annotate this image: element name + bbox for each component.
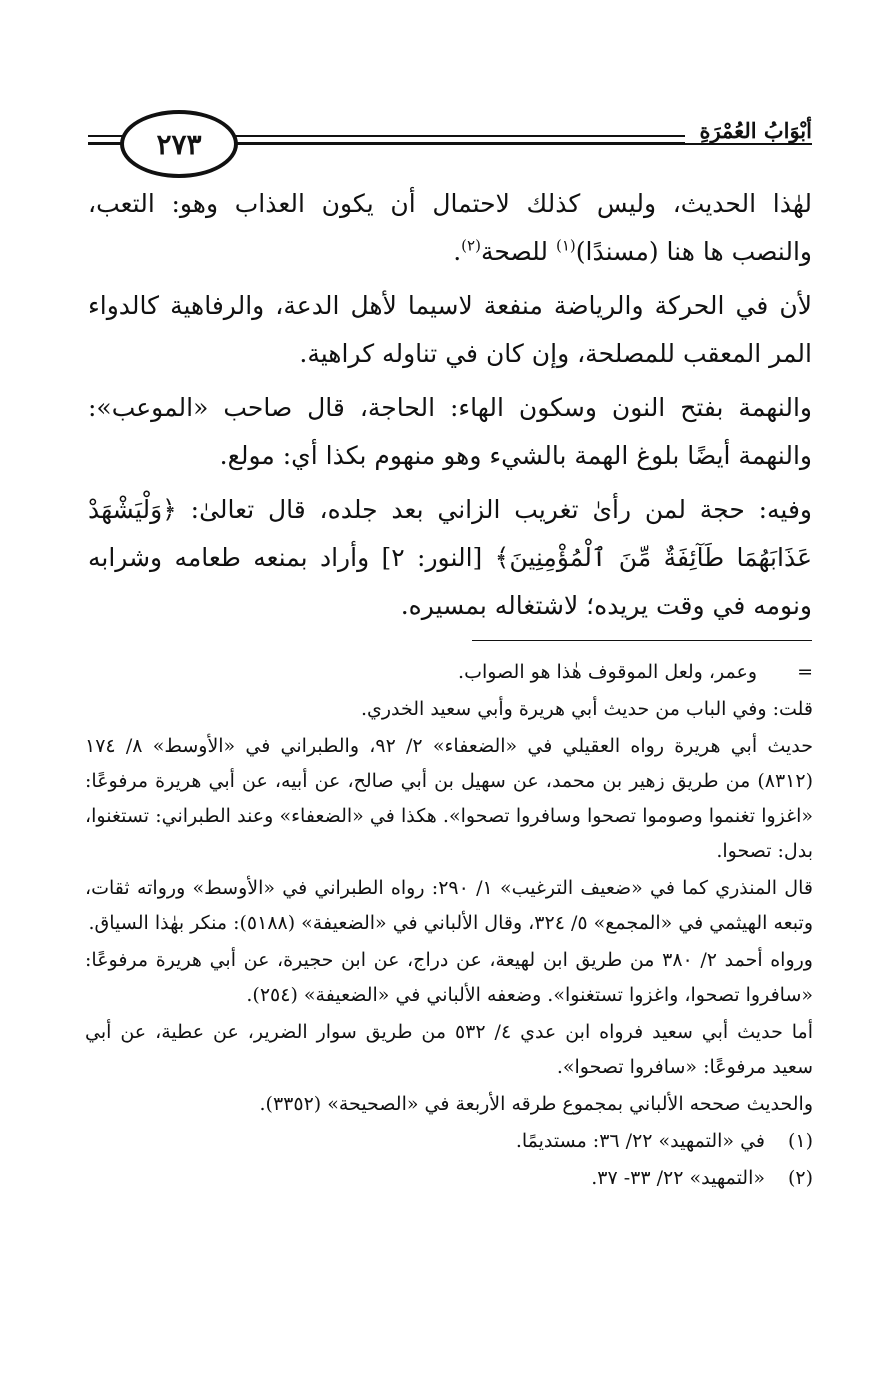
note-line-6: والحديث صححه الألباني بمجموع طرقه الأربعة في «الصحيحة» (٣٣٥٢). bbox=[259, 1093, 813, 1115]
chapter-title: أبْوَابُ العُمْرَةِ bbox=[685, 118, 812, 143]
footnote-2-number: (٢) bbox=[787, 1167, 813, 1189]
paragraph-2: لأن في الحركة والرياضة منفعة لاسيما لأهل الدعة، والرفاهية كالدواء المر المعقب للمصلحة، وإن كان في تناوله كراهية. bbox=[88, 291, 812, 368]
main-text bbox=[88, 180, 812, 636]
note-line-5: أما حديث أبي سعيد فرواه ابن عدي ٤/ ٥٣٢ من طريق سوار الضرير، عن عطية، عن أبي سعيد مرفوعًا: «سافروا تصحوا». bbox=[85, 1021, 813, 1078]
note-line-3: قال المنذري كما في «ضعيف الترغيب» ١/ ٢٩٠: رواه الطبراني في «الأوسط» ورواته ثقات، وتبعه الهيثمي في «المجمع» ٥/ ٣٢٤، وقال الألباني في «الضعيفة» (٥١٨٨): منكر بهٰذا السياق. bbox=[85, 877, 813, 934]
footnote-divider bbox=[472, 640, 812, 641]
paragraph-1-text-a: لهٰذا الحديث، وليس كذلك لاحتمال أن يكون العذاب وهو: التعب، والنصب ها هنا (مسندًا) bbox=[88, 189, 812, 266]
footnote-2-text: «التمهيد» ٢٢/ ٣٣- ٣٧. bbox=[591, 1167, 765, 1189]
continuation-mark: = bbox=[797, 661, 813, 683]
paragraph-4: وفيه: حجة لمن رأىٰ تغريب الزاني بعد جلده، قال تعالىٰ: ﴿وَلْيَشْهَدْ عَذَابَهُمَا طَآئِفَةٌ مِّنَ ٱلْمُؤْمِنِينَ﴾ [النور: ٢] وأراد بمنعه طعامه وشرابه ونومه في وقت يريده؛ لاشتغاله بمسيره. bbox=[88, 495, 812, 620]
paragraph-1-text-c: . bbox=[453, 237, 462, 266]
footnotes-section bbox=[85, 655, 813, 1198]
footnote-ref-1[interactable]: (١) bbox=[556, 236, 576, 255]
page-header bbox=[88, 108, 812, 178]
paragraph-1 bbox=[88, 180, 812, 276]
page-number: ٢٧٣ bbox=[120, 110, 238, 178]
footnote-ref-2[interactable]: (٢) bbox=[461, 236, 481, 255]
note-line-0: وعمر، ولعل الموقوف هٰذا هو الصواب. bbox=[458, 661, 757, 683]
note-line-2: حديث أبي هريرة رواه العقيلي في «الضعفاء» ٢/ ٩٢، والطبراني في «الأوسط» ٨/ ١٧٤ (٨٣١٢) من طريق زهير بن محمد، عن سهيل بن أبي صالح، عن أبيه، عن أبي هريرة مرفوعًا: «اغزوا تغنموا وصوموا تصحوا وسافروا تصحوا». هكذا في «الضعفاء» وعند الطبراني: تستغنوا، بدل: تصحوا. bbox=[85, 735, 813, 862]
paragraph-3: والنهمة بفتح النون وسكون الهاء: الحاجة، قال صاحب «الموعب»: والنهمة أيضًا بلوغ الهمة بالشيء وهو منهوم بكذا أي: مولع. bbox=[88, 393, 812, 470]
footnote-1-number: (١) bbox=[787, 1130, 813, 1152]
note-continuation bbox=[85, 655, 813, 690]
footnote-1 bbox=[85, 1124, 813, 1159]
note-line-4: ورواه أحمد ٢/ ٣٨٠ من طريق ابن لهيعة، عن دراج، عن ابن حجيرة، عن أبي هريرة مرفوعًا: «سافروا تصحوا، واغزوا تستغنوا». وضعفه الألباني في «الضعيفة» (٢٥٤). bbox=[85, 949, 813, 1006]
paragraph-1-text-b: للصحة bbox=[480, 237, 556, 266]
note-line-1: قلت: وفي الباب من حديث أبي هريرة وأبي سعيد الخدري. bbox=[360, 698, 813, 720]
footnote-1-text: في «التمهيد» ٢٢/ ٣٦: مستديمًا. bbox=[515, 1130, 765, 1152]
footnote-2 bbox=[85, 1161, 813, 1196]
